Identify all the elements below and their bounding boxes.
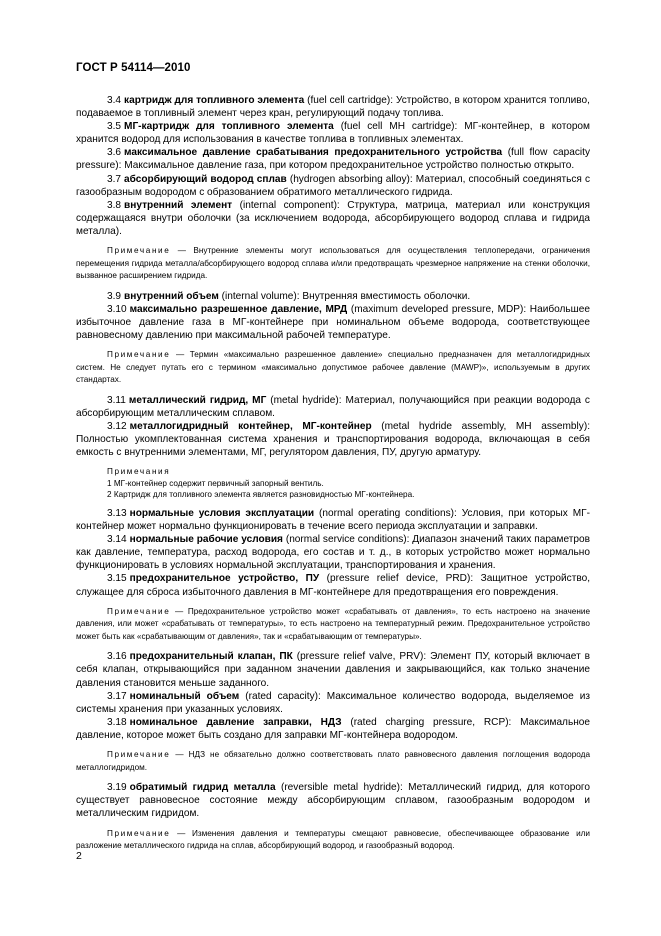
definition-number: 3.13 — [107, 507, 127, 519]
definition-3-10 — [76, 303, 590, 342]
definition-3-13 — [76, 507, 590, 533]
definition-number: 3.6 — [107, 147, 122, 159]
note — [76, 749, 590, 774]
definition-text: (normal service conditions): Диапазон значений таких параметров как давление, температура, расход водорода, его состав и т. д., в которых устройство может нормально функционировать в условиях нормальной эксплуатации, транспортирования и хранения. — [76, 534, 590, 572]
definition-number: 3.19 — [107, 782, 127, 794]
definition-text: (pressure relief valve, PRV): Элемент ПУ, который включает в себя клапан, открывающийся при заданном значении давления и закрывающийся, как только значение давления становится меньше заданного. — [76, 651, 590, 689]
note-item: 2 Картридж для топливного элемента является разновидностью МГ-контейнера. — [107, 490, 415, 500]
definition-3-6 — [76, 146, 590, 172]
definition-term: нормальные рабочие условия — [129, 534, 283, 546]
definition-text: (internal volume): Внутренняя вместимость оболочки. — [218, 290, 471, 302]
definition-text: (fuel cell MH cartridge): МГ-контейнер, в котором хранится водород для использования в качестве топлива в топливных элементах. — [76, 121, 590, 146]
definition-3-4 — [76, 94, 590, 120]
definition-3-11 — [76, 394, 590, 420]
definition-number: 3.9 — [107, 290, 122, 302]
note-text: — Изменения давления и температуры смещают равновесие, обеспечивающее образование или разложение металлического гидрида на сплав, абсорбирующий водород, и газообразный водород. — [76, 828, 590, 851]
definition-number: 3.7 — [107, 173, 122, 185]
note-text: — Предохранительное устройство может «срабатывать от давления», то есть настроено на значение давления, или может «срабатывать от температуры», то есть настроено на температурный режим. Предохранительное устройство может быть как «срабатывающим от давления», так и «срабатывающим от температуры». — [76, 606, 590, 641]
definition-text: (pressure relief device, PRD): Защитное устройство, служащее для сброса избыточного давления в МГ-контейнере для предотвращения его повреждения. — [76, 573, 591, 598]
definition-text: (metal hydride): Материал, получающийся при реакции водорода с абсорбирующим металлическим сплавом. — [76, 394, 590, 420]
note-label: Примечание — [107, 828, 171, 838]
definition-number: 3.16 — [107, 651, 127, 663]
definition-term: номинальное давление заправки, НДЗ — [129, 716, 342, 728]
definition-term: металлогидридный контейнер, МГ-контейнер — [129, 421, 372, 433]
note-label: Примечание — [107, 750, 171, 760]
definition-text: (metal hydride assembly, MH assembly): Полностью укомплектованная система хранения и транспортирования водорода, включающая в себя емкость с внутренними элементами, МГ, регулятором давления, ПУ, другую арматуру. — [76, 421, 590, 459]
definition-term: металлический гидрид, МГ — [128, 394, 267, 406]
note-text: — Термин «максимально разрешенное давление» специально предназначен для металлогидридных систем. Не следует путать его с термином «максимально допустимое рабочее давление (MAWP)», используемым в других стандартах. — [76, 350, 590, 385]
note-label: Примечание — [107, 246, 171, 256]
definition-number: 3.10 — [107, 303, 127, 315]
definition-3-5 — [76, 120, 590, 146]
definition-number: 3.17 — [107, 690, 127, 702]
definition-term: картридж для топливного элемента — [124, 95, 305, 106]
definition-number: 3.15 — [107, 573, 127, 585]
definition-number: 3.8 — [107, 199, 122, 211]
note-label: Примечание — [107, 350, 171, 360]
definition-term: максимально разрешенное давление, МРД — [129, 303, 348, 315]
note-label: Примечание — [107, 606, 171, 616]
page-number: 2 — [76, 850, 82, 862]
note — [76, 606, 590, 644]
definition-term: предохранительное устройство, ПУ — [129, 573, 320, 585]
definition-3-12 — [76, 420, 590, 459]
definition-number: 3.11 — [107, 394, 126, 406]
definition-text: (rated capacity): Максимальное количество водорода, выделяемое из системы хранения при указанных условиях. — [76, 690, 590, 715]
definition-3-9 — [76, 290, 590, 303]
definition-term: максимальное давление срабатывания предохранительного устройства — [124, 147, 503, 159]
definition-3-7 — [76, 173, 590, 199]
note-text: — Внутренние элементы могут использоваться для осуществления теплопередачи, ограничения перемещения гидрида металла/абсорбирующего водород сплава и/или предотвращать чрезмерное напряжение на стенки оболочки, вызванное расширением гидрида. — [76, 246, 590, 281]
definition-number: 3.18 — [107, 716, 127, 728]
definition-term: МГ-картридж для топливного элемента — [124, 121, 334, 133]
document-body — [76, 94, 590, 860]
definition-text: (full flow capacity pressure): Максимальное давление газа, при котором предохранительное устройство полностью открыто. — [76, 147, 590, 172]
note — [76, 828, 590, 853]
definition-term: внутренний объем — [124, 290, 219, 302]
notes-group — [76, 466, 590, 501]
definition-text: (hydrogen absorbing alloy): Материал, способный соединяться с газообразным водородом с образованием обратимого металлического гидрида. — [76, 173, 590, 198]
definition-text: (reversible metal hydride): Металлический гидрид, для которого существует равновесное состояние между абсорбирующим сплавом, газообразным водородом и металлическим гидридом. — [76, 782, 591, 820]
document-header: ГОСТ Р 54114—2010 — [76, 62, 191, 74]
definition-3-19 — [76, 781, 590, 820]
definition-number: 3.14 — [107, 534, 127, 546]
definition-term: обратимый гидрид металла — [129, 782, 276, 794]
definition-text: (normal operating conditions): Условия, при которых МГ-контейнер может нормально функционировать в течение всего периода эксплуатации и заправки. — [76, 507, 590, 533]
note-text: — НДЗ не обязательно должно соответствовать плато равновесного давления поглощения водорода металлогидридом. — [76, 750, 590, 772]
notes-heading: Примечания — [107, 467, 171, 477]
definition-text: (maximum developed pressure, MDP): Наибольшее избыточное давление газа в МГ-контейнере при номинальном объеме водорода, соответствующее равновесному давлению при максимальной рабочей температуре. — [76, 303, 590, 342]
definition-text: (rated charging pressure, RCP): Максимальное давление, которое может быть создано для заправки МГ-контейнера водородом. — [76, 716, 591, 741]
definition-term: нормальные условия эксплуатации — [129, 507, 315, 519]
definition-number: 3.4 — [107, 95, 122, 106]
definition-3-8 — [76, 199, 590, 238]
note — [76, 245, 590, 283]
definition-3-18 — [76, 716, 590, 742]
definition-term: номинальный объем — [129, 690, 240, 702]
definition-term: внутренний элемент — [124, 199, 233, 211]
definition-3-17 — [76, 690, 590, 716]
note — [76, 349, 590, 387]
definition-term: абсорбирующий водород сплав — [124, 173, 287, 185]
definition-text: (internal component): Структура, матрица, материал или конструкция содержащаяся внутри оболочки (за исключением водорода, абсорбирующего водород сплава и гидрида металла). — [76, 199, 591, 237]
definition-3-14 — [76, 533, 590, 572]
definition-3-15 — [76, 572, 590, 598]
definition-text: (fuel cell cartridge): Устройство, в котором хранится топливо, подаваемое в топливный элемент через кран, регулирующий подачу топлива. — [76, 95, 590, 120]
definition-number: 3.12 — [107, 421, 127, 433]
definition-number: 3.5 — [107, 121, 122, 133]
note-item: 1 МГ-контейнер содержит первичный запорный вентиль. — [107, 478, 324, 488]
definition-3-16 — [76, 650, 590, 689]
definition-term: предохранительный клапан, ПК — [129, 651, 293, 663]
